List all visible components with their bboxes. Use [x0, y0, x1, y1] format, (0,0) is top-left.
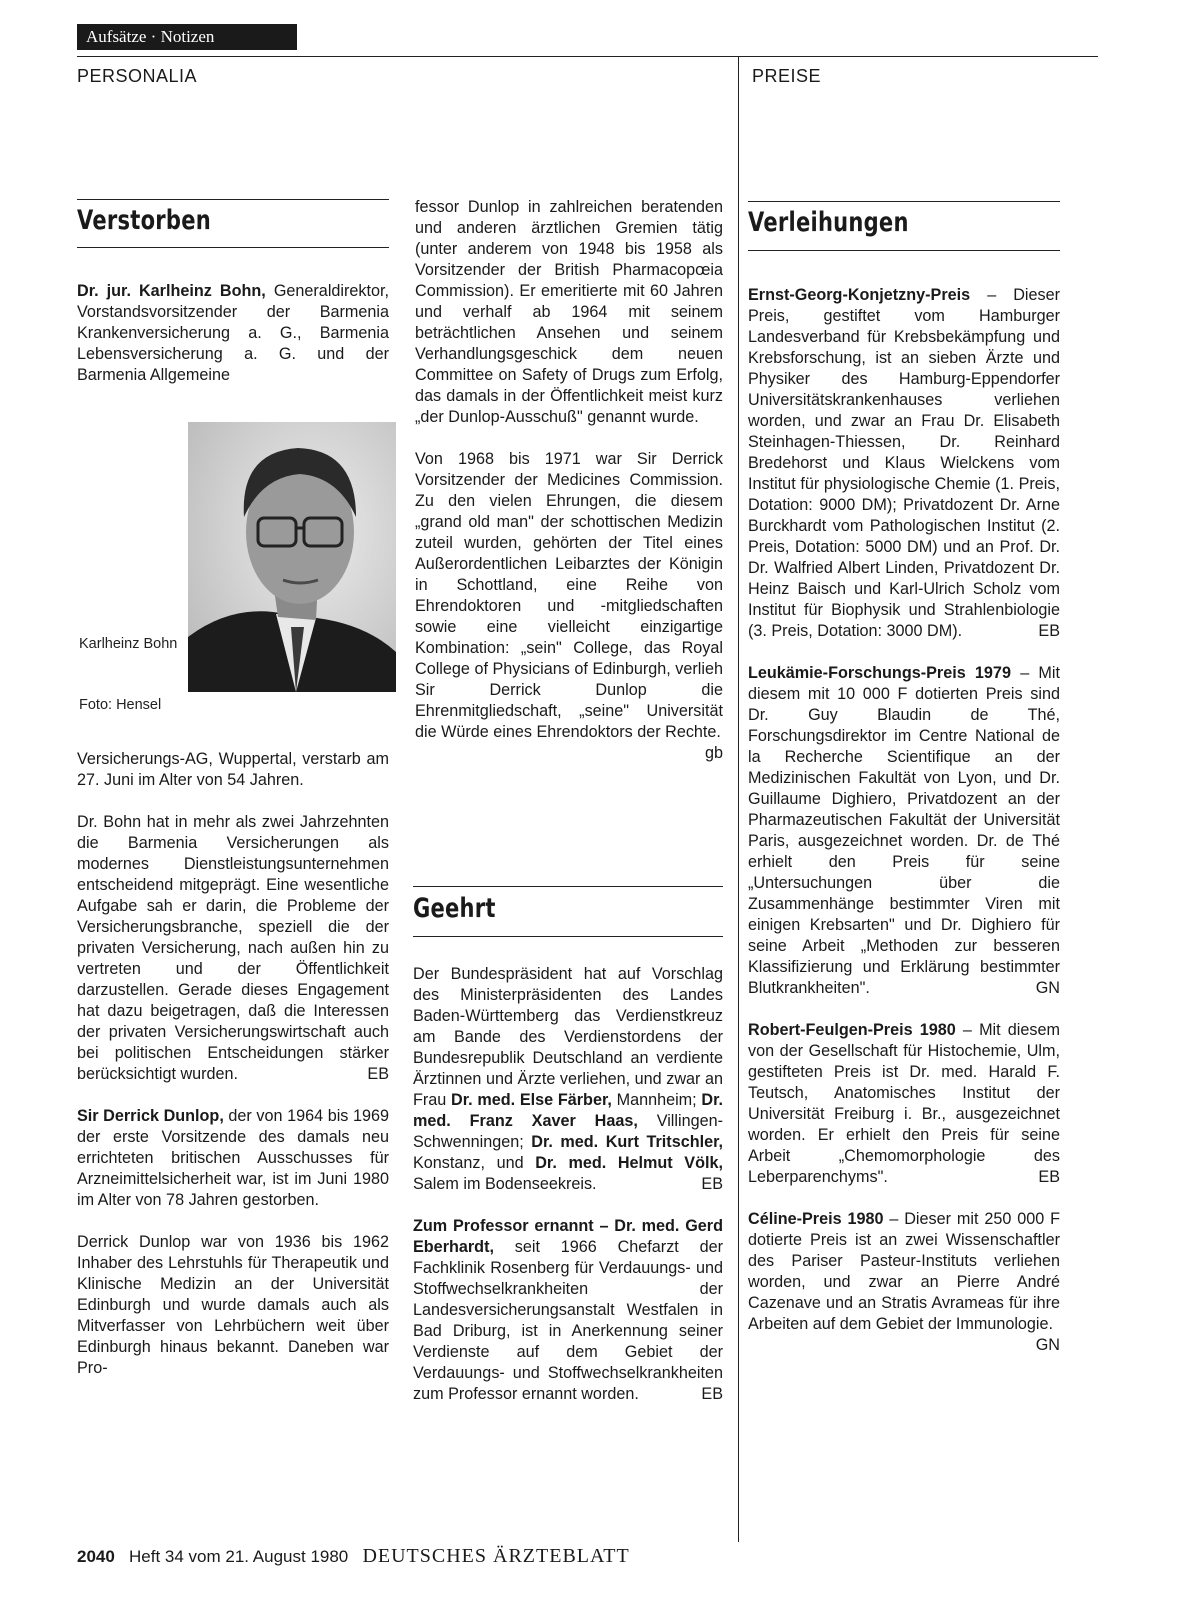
- header-rule: [77, 56, 1098, 57]
- heading-verstorben: Verstorben: [77, 205, 211, 236]
- heading-rule-top: [748, 201, 1060, 202]
- article-paragraph: [415, 449, 723, 762]
- article-text: – Mit diesem mit 10 000 F dotierten Preis sind Dr. Guy Blaudin de Thé, Forschungsdirektor im Centre National de la Recherche Scientifique an der Medizinischen Fakultät von Lyon, und Dr. Guillaume Dighiero, Privatdozent an der Pharmazeutischen Fakultät der Universität Paris, ausgezeichnet worden. Dr. de Thé erhielt den Preis für seine „Untersuchungen über die Zusammenhänge bestimmter Viren mit einigen Krebsarten" und Dr. Dighiero für seine Arbeit „Methoden zur besseren Klassifizierung und Erklärung bestimmter Blutkrankheiten".: [748, 664, 1061, 997]
- section-title-personalia: PERSONALIA: [77, 66, 198, 86]
- col3-body: [748, 285, 1060, 1356]
- heading-rule-bottom: [77, 247, 389, 248]
- portrait-photo: [188, 422, 396, 692]
- person-name: Zum Professor ernannt – Dr. med. Gerd Eberhardt,: [413, 1217, 723, 1256]
- article-text: – Dieser Preis, gestiftet vom Hamburger Landesverband für Krebsbekämpfung und Krebsforschung, ist an sieben Ärzte und Physiker des Hamburg-Eppendorfer Universitätskrankenhauses verliehen worden, und zwar an Frau Dr. Elisabeth Steinhagen-Thiessen, Dr. Reinhard Bredehorst und Klaus Wielckens vom Institut für physiologische Chemie (1. Preis, Dotation: 9000 DM); Privatdozent Dr. Arne Burckhardt vom Pathologischen Institut (2. Preis, Dotation: 5000 DM) und an Prof. Dr. Dr. Walfried Albert Linden, Privatdozent Dr. Heinz Baisch und Karl-Ulrich Scholz vom Institut für Biophysik und Strahlenbiologie (3. Preis, Dotation: 3000 DM).: [748, 286, 1060, 640]
- person-name: Dr. jur. Karlheinz Bohn,: [77, 282, 266, 300]
- article-paragraph: Der Bundespräsident hat auf Vorschlag des Ministerpräsidenten des Landes Baden-Württemberg das Verdienstkreuz am Bande des Verdienstordens der Bundesrepublik Deutschland an verdiente Ärztinnen und Ärzte verliehen, und zwar an Frau Dr. med. Else Färber, Mannheim; Dr. med. Franz Xaver Haas, Villingen-Schwenningen; Dr. med. Kurt Tritschler, Konstanz, und Dr. med. Helmut Völk, Salem im Bodenseekreis. EB: [413, 965, 723, 1193]
- author-initials: EB: [367, 1065, 389, 1083]
- author-initials: GN: [1035, 979, 1060, 997]
- article-paragraph: [77, 1106, 389, 1211]
- article-text: Generaldirektor, Vorstandsvorsitzender der Barmenia Krankenversicherung a. G., Barmenia Lebensversicherung a. G. und der Barmenia Allgemeine: [77, 282, 389, 384]
- photo-caption: Karlheinz Bohn: [79, 636, 178, 652]
- article-text: seit 1966 Chefarzt der Fachklinik Rosenberg für Verdauungs- und Stoffwechselkrankheiten der Landesversicherungsanstalt Westfalen in Bad Driburg, ist in Anerkennung seiner Verdienste auf dem Gebiet der Verdauungs- und Stoffwechselkrankheiten zum Professor ernannt worden.: [413, 1238, 723, 1403]
- col2-body: [413, 964, 723, 1405]
- article-text: Dr. Bohn hat in mehr als zwei Jahrzehnten die Barmenia Versicherungen als modernes Dienstleistungsunternehmen entscheidend mitgeprägt. Eine wesentliche Aufgabe sah er darin, die Probleme der Versicherungsbranche, speziell die der privaten Versicherung, nach außen hin zu vertreten und der Öffentlichkeit darzustellen. Gerade dieses Engagement hat dazu beigetragen, daß die Interessen der privaten Versicherungswirtschaft auch bei politischen Entscheidungen stärker berücksichtigt wurden.: [77, 813, 389, 1083]
- article-text: – Mit diesem von der Gesellschaft für Histochemie, Ulm, gestifteten Preis ist Dr. med. Harald F. Teutsch, Anatomisches Institut der Universität Freiburg i. Br., ausgezeichnet worden. Er erhielt den Preis für seine Arbeit „Chemomorphologie des Leberparenchyms".: [748, 1021, 1060, 1186]
- article-text: – Dieser mit 250 000 F dotierte Preis ist an zwei Wissenschaftler des Pariser Pasteur-Instituts verliehen worden, und zwar an Pierre André Cazenave und an Stratis Avrameas für ihre Arbeiten auf dem Gebiet der Immunologie.: [748, 1210, 1061, 1333]
- issue-info: Heft 34 vom 21. August 1980: [129, 1547, 349, 1566]
- author-initials: EB: [1038, 622, 1060, 640]
- article-text: Von 1968 bis 1971 war Sir Derrick Vorsitzender der Medicines Commission. Zu den vielen Ehrungen, die diesem „grand old man" der schottischen Medizin zuteil wurden, gehörten der Titel eines Außerordentlichen Leibarztes der Königin in Schottland, eine Reihe von Ehrendoktoren und -mitgliedschaften sowie eine vielleicht einzigartige Kombination: „sein" College, das Royal College of Physicians of Edinburgh, verlieh Sir Derrick Dunlop die Ehrenmitgliedschaft, „seine" Universität die Würde eines Ehrendoktors der Rechte.: [415, 450, 723, 741]
- heading-rule-bottom: [413, 936, 723, 937]
- heading-verleihungen: Verleihungen: [748, 207, 909, 238]
- article-text: fessor Dunlop in zahlreichen beratenden und anderen ärztlichen Gremien tätig (unter anderem von 1948 bis 1958 als Vorsitzender der British Pharmacopœia Commission). Er emeritierte mit 60 Jahren und verhalf ab 1964 mit seinem beträchtlichen Ansehen und seinem Verhandlungsgeschick dem neuen Committee on Safety of Drugs zum Erfolg, das damals in der Öffentlichkeit meist kurz „der Dunlop-Ausschuß" genannt wurde.: [415, 198, 723, 426]
- article-text: Derrick Dunlop war von 1936 bis 1962 Inhaber des Lehrstuhls für Therapeutik und Klinische Medizin an der Universität Edinburgh und wurde damals auch als Mitverfasser von Lehrbüchern weit über Edinburgh hinaus bekannt. Daneben war Pro-: [77, 1233, 389, 1377]
- heading-geehrt: Geehrt: [413, 893, 496, 924]
- award-paragraph: [748, 663, 1060, 999]
- award-name: Robert-Feulgen-Preis 1980: [748, 1021, 956, 1039]
- author-initials: GN: [1035, 1336, 1060, 1354]
- heading-rule-top: [413, 886, 723, 887]
- page-number: 2040: [77, 1547, 115, 1566]
- section-label: Aufsätze · Notizen: [77, 24, 297, 50]
- award-paragraph: [748, 1020, 1060, 1188]
- article-paragraph: [77, 812, 389, 1085]
- article-text: Versicherungs-AG, Wuppertal, verstarb am 27. Juni im Alter von 54 Jahren.: [77, 750, 389, 789]
- photo-credit: Foto: Hensel: [79, 697, 162, 713]
- author-initials: EB: [701, 1385, 723, 1403]
- award-name: Ernst-Georg-Konjetzny-Preis: [748, 286, 971, 304]
- award-name: Céline-Preis 1980: [748, 1210, 884, 1228]
- col2-top: [415, 197, 723, 764]
- journal-name: DEUTSCHES ÄRZTEBLATT: [362, 1545, 630, 1567]
- award-paragraph: [748, 285, 1060, 642]
- award-name: Leukämie-Forschungs-Preis 1979: [748, 664, 1011, 682]
- section-title-preise: PREISE: [752, 66, 822, 86]
- heading-rule-top: [77, 199, 389, 200]
- author-initials: EB: [1038, 1168, 1060, 1186]
- author-initials: EB: [701, 1175, 723, 1193]
- article-paragraph: [413, 1216, 723, 1405]
- column-divider: [738, 56, 739, 1542]
- col1-body: [77, 749, 389, 1379]
- page-footer: [77, 1545, 630, 1568]
- article-text: der von 1964 bis 1969 der erste Vorsitzende des damals neu errichteten britischen Ausschusses für Arzneimittelsicherheit war, ist im Juni 1980 im Alter von 78 Jahren gestorben.: [77, 1107, 389, 1209]
- person-name: Sir Derrick Dunlop,: [77, 1107, 224, 1125]
- heading-rule-bottom: [748, 250, 1060, 251]
- author-initials: gb: [704, 744, 723, 762]
- award-paragraph: [748, 1209, 1061, 1354]
- col1-intro: [77, 281, 389, 386]
